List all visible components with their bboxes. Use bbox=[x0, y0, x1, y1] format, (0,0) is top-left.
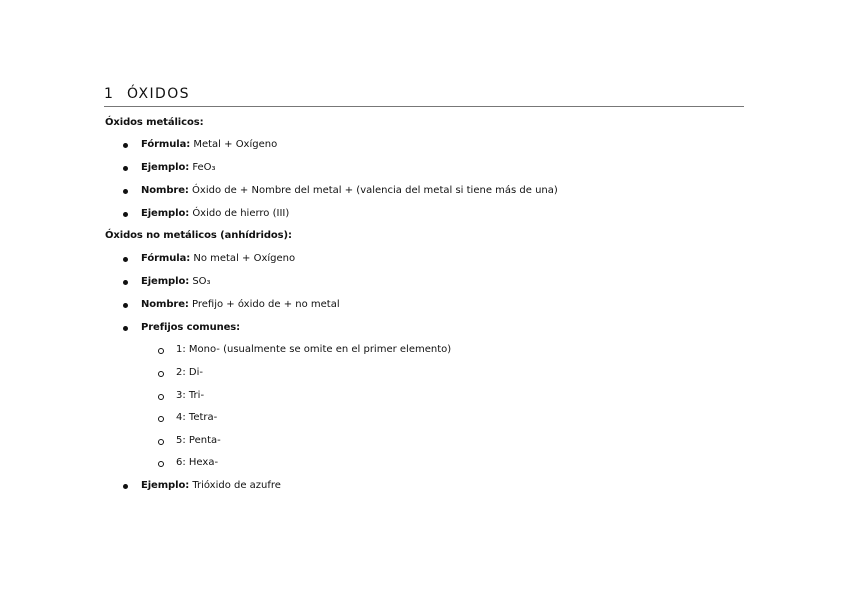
sublist-item bbox=[0, 457, 848, 471]
circle-bullet-icon bbox=[158, 371, 164, 377]
list-item bbox=[0, 162, 848, 176]
item-label: Prefijos comunes: bbox=[141, 322, 241, 333]
bullet-icon bbox=[123, 212, 128, 217]
bullet-icon bbox=[123, 280, 128, 285]
circle-bullet-icon bbox=[158, 439, 164, 445]
bullet-icon bbox=[123, 189, 128, 194]
item-label: Ejemplo: bbox=[141, 480, 190, 491]
list-item bbox=[0, 480, 848, 494]
item-value: Óxido de + Nombre del metal + (valencia del metal si tiene más de una) bbox=[192, 185, 558, 196]
sublist-item bbox=[0, 435, 848, 449]
list-item bbox=[0, 276, 848, 290]
item-label: Fórmula: bbox=[141, 139, 191, 150]
sublist-item bbox=[0, 390, 848, 404]
list-item bbox=[0, 322, 848, 336]
section-heading bbox=[104, 84, 744, 107]
item-label: Ejemplo: bbox=[141, 276, 190, 287]
section-title: ÓXIDOS bbox=[127, 86, 190, 102]
bullet-icon bbox=[123, 484, 128, 489]
bullet-icon bbox=[123, 166, 128, 171]
circle-bullet-icon bbox=[158, 348, 164, 354]
prefix-text: 5: Penta- bbox=[176, 435, 221, 446]
item-value: Óxido de hierro (III) bbox=[192, 208, 290, 219]
prefix-text: 6: Hexa- bbox=[176, 457, 219, 468]
item-value: Prefijo + óxido de + no metal bbox=[192, 299, 340, 310]
sublist-item bbox=[0, 412, 848, 426]
item-label: Ejemplo: bbox=[141, 208, 190, 219]
list-item bbox=[0, 253, 848, 267]
item-value: Trióxido de azufre bbox=[192, 480, 281, 491]
sublist-item bbox=[0, 344, 848, 358]
prefix-text: 1: Mono- (usualmente se omite en el primer elemento) bbox=[176, 344, 452, 355]
bullet-icon bbox=[123, 326, 128, 331]
sublist-item bbox=[0, 367, 848, 381]
bullet-icon bbox=[123, 303, 128, 308]
item-value: FeO₃ bbox=[192, 162, 216, 173]
circle-bullet-icon bbox=[158, 394, 164, 400]
list-item bbox=[0, 299, 848, 313]
prefix-text: 4: Tetra- bbox=[176, 412, 218, 423]
item-label: Ejemplo: bbox=[141, 162, 190, 173]
prefix-text: 3: Tri- bbox=[176, 390, 205, 401]
circle-bullet-icon bbox=[158, 461, 164, 467]
item-label: Nombre: bbox=[141, 299, 189, 310]
section-number: 1 bbox=[104, 86, 114, 102]
list-item bbox=[0, 139, 848, 153]
bullet-icon bbox=[123, 143, 128, 148]
list-item bbox=[0, 208, 848, 222]
prefix-text: 2: Di- bbox=[176, 367, 203, 378]
item-value: No metal + Oxígeno bbox=[193, 253, 296, 264]
nonmetal-oxides-label: Óxidos no metálicos (anhídridos): bbox=[105, 230, 292, 241]
bullet-icon bbox=[123, 257, 128, 262]
metal-oxides-label: Óxidos metálicos: bbox=[105, 117, 204, 128]
circle-bullet-icon bbox=[158, 416, 164, 422]
item-value: SO₃ bbox=[192, 276, 211, 287]
list-item bbox=[0, 185, 848, 199]
item-value: Metal + Oxígeno bbox=[193, 139, 278, 150]
item-label: Nombre: bbox=[141, 185, 189, 196]
item-label: Fórmula: bbox=[141, 253, 191, 264]
